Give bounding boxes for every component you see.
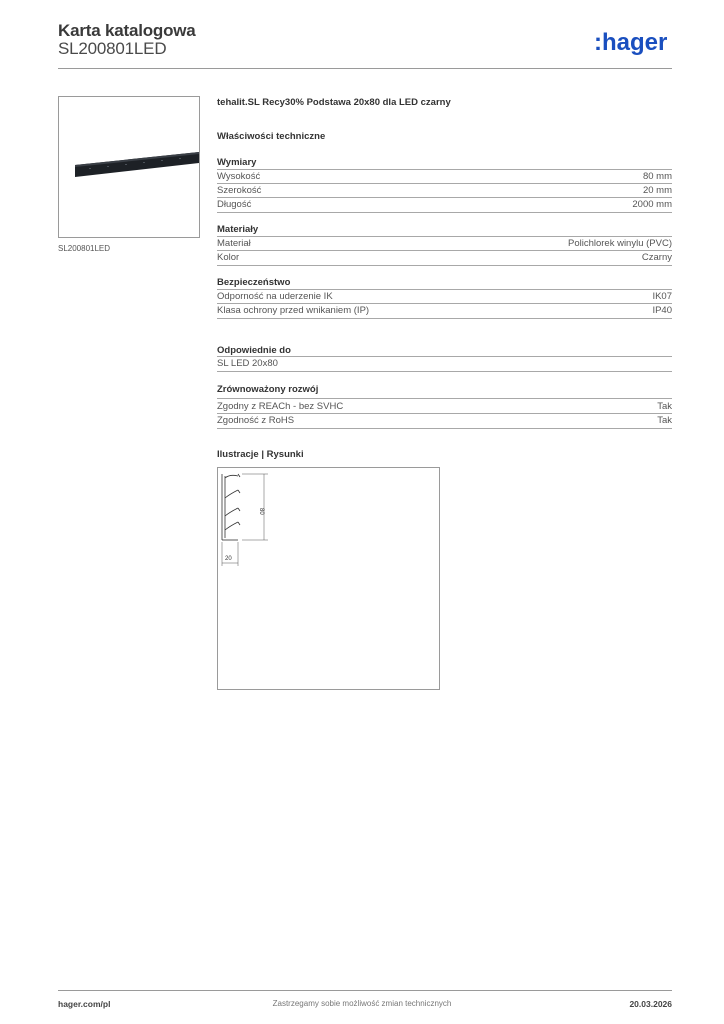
dimension-width-label: 20 xyxy=(225,556,232,562)
divider xyxy=(217,169,672,170)
illustrations-heading: Ilustracje | Rysunki xyxy=(217,449,304,460)
spec-label: SL LED 20x80 xyxy=(217,358,278,369)
group-heading-dimensions: Wymiary xyxy=(217,157,257,168)
divider xyxy=(217,236,672,237)
footer-date: 20.03.2026 xyxy=(629,999,672,1009)
spec-value: Polichlorek winylu (PVC) xyxy=(567,238,672,249)
divider xyxy=(217,212,672,213)
spec-label: Wysokość xyxy=(217,171,261,182)
group-heading-materials: Materiały xyxy=(217,224,259,235)
divider xyxy=(217,318,672,319)
logo-text: :hager xyxy=(594,29,668,56)
footer-divider xyxy=(58,990,672,991)
spec-label: Szerokość xyxy=(217,185,262,196)
divider xyxy=(217,398,672,399)
spec-value: 20 mm xyxy=(642,185,672,196)
spec-label: Zgodność z RoHS xyxy=(217,415,295,426)
product-name: tehalit.SL Recy30% Podstawa 20x80 dla LED czarny xyxy=(217,97,451,108)
divider xyxy=(217,250,672,251)
spec-label: Kolor xyxy=(217,252,240,263)
group-heading-sustainability: Zrównoważony rozwój xyxy=(217,384,319,395)
divider xyxy=(217,265,672,266)
profile-drawing xyxy=(218,468,439,689)
header-divider xyxy=(58,68,672,69)
spec-label: Materiał xyxy=(217,238,251,249)
divider xyxy=(217,371,672,372)
spec-value: Tak xyxy=(657,415,672,426)
footer-disclaimer: Zastrzegamy sobie możliwość zmian technicznych xyxy=(272,999,452,1008)
spec-value: Tak xyxy=(657,401,672,412)
hager-logo xyxy=(594,28,674,56)
product-photo xyxy=(59,97,199,237)
divider xyxy=(217,183,672,184)
divider xyxy=(217,356,672,357)
group-heading-safety: Bezpieczeństwo xyxy=(217,277,291,288)
spec-label: Klasa ochrony przed wnikaniem (IP) xyxy=(217,305,370,316)
spec-value: 2000 mm xyxy=(632,199,672,210)
spec-value: 80 mm xyxy=(642,171,672,182)
product-image xyxy=(58,96,200,238)
group-heading-suitable-for: Odpowiednie do xyxy=(217,345,291,356)
spec-value: IK07 xyxy=(652,291,672,302)
divider xyxy=(217,303,672,304)
spec-label: Zgodny z REACh - bez SVHC xyxy=(217,401,344,412)
divider xyxy=(217,413,672,414)
technical-drawing xyxy=(217,467,440,690)
technical-properties-heading: Właściwości techniczne xyxy=(217,131,326,142)
spec-label: Odporność na uderzenie IK xyxy=(217,291,333,302)
spec-value: IP40 xyxy=(652,305,672,316)
divider xyxy=(217,428,672,429)
product-image-caption: SL200801LED xyxy=(58,244,111,253)
dimension-height-label: 80 xyxy=(258,508,264,515)
spec-label: Długość xyxy=(217,199,252,210)
divider xyxy=(217,289,672,290)
footer-website[interactable]: hager.com/pl xyxy=(58,999,111,1009)
spec-value: Czarny xyxy=(641,252,672,263)
document-title: Karta katalogowa xyxy=(58,21,196,40)
divider xyxy=(217,197,672,198)
document-subtitle: SL200801LED xyxy=(58,39,167,58)
